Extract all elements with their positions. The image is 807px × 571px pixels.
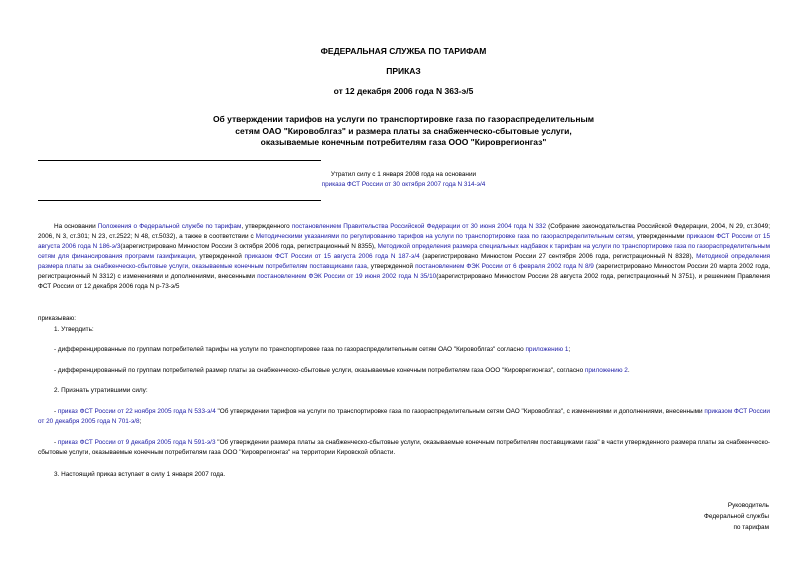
status-note	[0, 170, 807, 189]
orders-label: приказываю:	[38, 315, 76, 322]
item-1a	[38, 345, 770, 355]
doc-date-number: от 12 декабря 2006 года N 363-э/5	[333, 86, 474, 96]
doc-title	[0, 114, 807, 149]
preamble-text: На основании	[54, 223, 98, 230]
link-supply-fee-methodology[interactable]: Методикой определения размера платы за снабженческо-сбытовые услуги, оказываемые конечным потребителям поставщиками газа	[38, 253, 771, 270]
item-2b-text: "Об утверждении размера платы за снабженческо-сбытовые услуги, оказываемые конечным потребителям поставщиками газа" в части утвержденного размера платы за снабженческо-сбытовые услуги, оказываемые конечным потребителям газа ООО "Кироврегионгаз" на территории Кировской области.	[38, 439, 770, 456]
link-fek-decree-35-10[interactable]: постановлением ФЭК России от 19 июня 2002 года N 35/10	[257, 273, 437, 280]
signature-line-1: Руководитель	[727, 502, 769, 509]
item-3	[38, 470, 770, 480]
link-order-591[interactable]: приказ ФСТ России от 9 декабря 2005 года N 591-э/3	[57, 439, 216, 446]
item-1b	[38, 366, 770, 376]
link-order-186[interactable]: приказом ФСТ России от 15 августа 2006 года N 186-э/3	[38, 233, 771, 250]
title-line-3: оказываемые конечным потребителям газа ООО "Кироврегионгаз"	[260, 137, 547, 147]
item-1a-text: - дифференцированные по группам потребителей тарифы на услуги по транспортировке газа по газораспределительным сетям ОАО "Кировоблгаз" согласно	[54, 346, 526, 353]
item-2b-dash: -	[54, 439, 58, 446]
item-3-text: 3. Настоящий приказ вступает в силу 1 января 2007 года.	[54, 471, 226, 478]
preamble-text: (зарегистрировано Минюстом России 3 октября 2006 года, регистрационный N 8355),	[120, 243, 378, 250]
item-2a	[38, 407, 770, 427]
preamble-text: , утвержденной	[366, 263, 416, 270]
status-line: Утратил силу с 1 января 2008 года на основании	[330, 171, 477, 178]
link-appendix-1[interactable]: приложению 1	[525, 346, 569, 353]
link-order-187[interactable]: приказом ФСТ России от 15 августа 2006 года N 187-э/4	[244, 253, 420, 260]
item-2a-dash: -	[54, 408, 58, 415]
preamble-text: (зарегистрировано Минюстом России 20 марта 2002 года, регистрационный N 3312) с изменениями и дополнениями, внесенными	[38, 263, 770, 280]
item-1b-end: .	[627, 367, 630, 374]
item-2b	[38, 438, 770, 458]
item-2a-end: ;	[139, 418, 142, 425]
item-2a-text: "Об утверждении тарифов на услуги по транспортировке газа по газораспределительным сетям ОАО "Кировоблгаз", с изменениями и дополнениями, внесенными	[215, 408, 705, 415]
signature-line-3: по тарифам	[733, 524, 769, 531]
link-government-decree[interactable]: постановлением Правительства Российской Федерации от 30 июня 2004 года N 332	[291, 223, 547, 230]
preamble-text: (зарегистрировано Минюстом России 27 сентября 2006 года, регистрационный N 8328),	[419, 253, 697, 260]
link-order-701[interactable]: приказом ФСТ России от 20 декабря 2005 года N 701-э/8	[38, 408, 770, 425]
item-2-text: 2. Признать утратившими силу:	[54, 387, 148, 394]
preamble-text: (зарегистрировано Минюстом России 28 августа 2002 года, регистрационный N 3751), и решением Правления ФСТ России от 12 декабря 2006 года N р-73-э/5	[38, 273, 771, 290]
link-regulation-fst[interactable]: Положения о Федеральной службе по тарифам	[97, 223, 242, 230]
item-2	[38, 386, 770, 396]
signature-line-2: Федеральной службы	[704, 513, 769, 520]
link-appendix-2[interactable]: приложению 2	[584, 367, 628, 374]
preamble-paragraph	[38, 222, 770, 292]
link-methodical-guidelines[interactable]: Методическими указаниями по регулированию тарифов на услуги по транспортировке газа по газораспределительным сетям	[255, 233, 633, 240]
link-fek-decree-8-9[interactable]: постановлением ФЭК России от 6 февраля 2002 года N 8/9	[415, 263, 594, 270]
agency-name: ФЕДЕРАЛЬНАЯ СЛУЖБА ПО ТАРИФАМ	[320, 46, 487, 56]
doc-type: ПРИКАЗ	[386, 66, 421, 76]
link-surcharge-methodology[interactable]: Методикой определения размера специальных надбавок к тарифам на услуги по транспортировке газа по газораспределительным сетям для финансирования программ газификации	[38, 243, 770, 260]
preamble-text: , утвержденного	[241, 223, 292, 230]
status-link[interactable]: приказа ФСТ России от 30 октября 2007 года N 314-э/4	[321, 180, 486, 188]
title-line-2: сетям ОАО "Кировоблгаз" и размера платы за снабженческо-сбытовые услуги,	[235, 125, 572, 136]
preamble-text: , утвержденными	[632, 233, 687, 240]
preamble-text: (Собрание законодательства Российской Федерации, 2004, N 29, ст.3049; 2006, N 3, ст.301; N 23, ст.2522; N 48, ст.5032), а также в соответствии с	[38, 223, 771, 240]
signature-block	[704, 500, 769, 533]
preamble-text: , утвержденной	[194, 253, 245, 260]
title-line-1: Об утверждении тарифов на услуги по транспортировке газа по газораспределительным	[212, 114, 595, 124]
item-1b-text: - дифференцированный по группам потребителей размер платы за снабженческо-сбытовые услуги, оказываемые конечным потребителям газа ООО "Кироврегионгаз", согласно	[54, 367, 585, 374]
divider-bottom	[38, 200, 321, 201]
item-1-text: 1. Утвердить:	[54, 326, 94, 333]
item-1	[38, 325, 770, 335]
link-order-533[interactable]: приказ ФСТ России от 22 ноября 2005 года N 533-э/4	[57, 408, 216, 415]
divider-top	[38, 160, 321, 161]
item-1a-end: ;	[568, 346, 571, 353]
